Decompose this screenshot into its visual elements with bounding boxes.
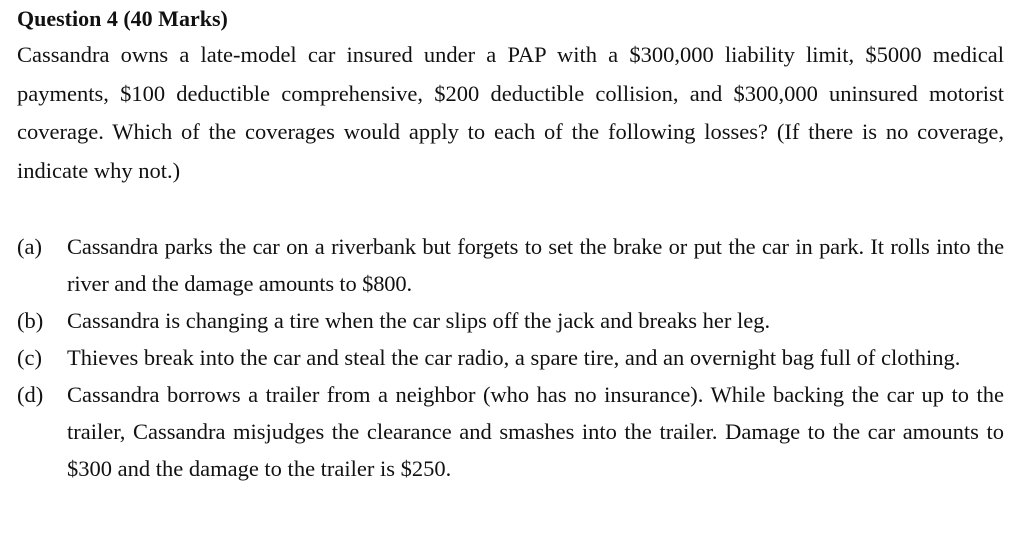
loss-item-d [17, 376, 1004, 487]
item-text: Cassandra borrows a trailer from a neighbor (who has no insurance). While backing the car up to the trailer, Cassandra misjudges the clearance and smashes into the trailer. Damage to the car amounts to $300 and the damage to the trailer is $250. [67, 382, 1004, 481]
loss-item-c [17, 339, 1004, 376]
item-marker: (a) [17, 234, 42, 259]
item-marker: (d) [17, 382, 44, 407]
question-title: Question 4 (40 Marks) [17, 6, 228, 31]
loss-item-b [17, 302, 1004, 339]
loss-list [17, 228, 1004, 487]
item-marker: (b) [17, 308, 44, 333]
item-text: Cassandra parks the car on a riverbank but forgets to set the brake or put the car in park. It rolls into the river and the damage amounts to $800. [67, 234, 1004, 296]
item-marker: (c) [17, 345, 42, 370]
question-prompt: Cassandra owns a late-model car insured under a PAP with a $300,000 liability limit, $5000 medical payments, $100 deductible comprehensive, $200 deductible collision, and $300,000 uninsured motorist coverage. Which of the coverages would apply to each of the following losses? (If there is no coverage, indicate why not.) [17, 42, 1004, 183]
loss-item-a [17, 228, 1004, 302]
item-text: Thieves break into the car and steal the car radio, a spare tire, and an overnight bag full of clothing. [67, 345, 961, 370]
item-text: Cassandra is changing a tire when the car slips off the jack and breaks her leg. [67, 308, 771, 333]
